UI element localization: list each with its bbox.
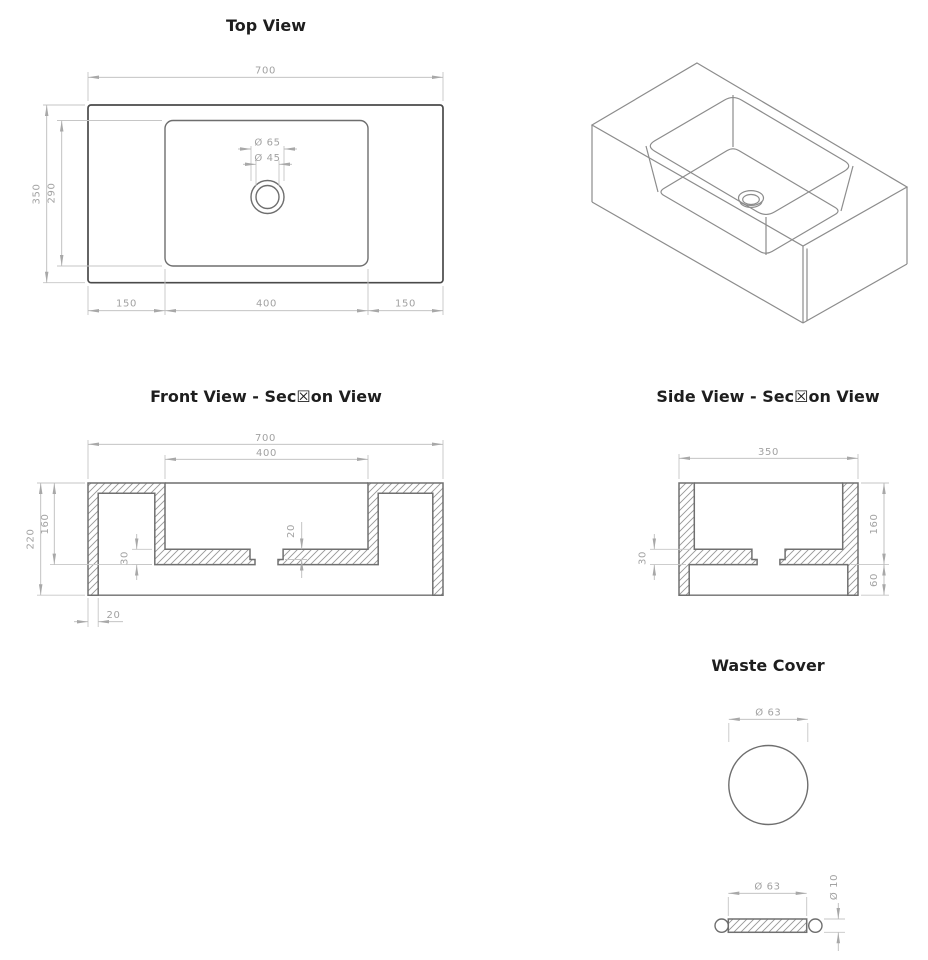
dim-label: Ø 63: [755, 707, 782, 719]
dim-label: 700: [255, 65, 276, 77]
dim-label: Ø 10: [829, 873, 840, 901]
dim-front-floor-thickness: [120, 534, 153, 580]
dim-front-overall-height: [26, 483, 86, 595]
dim-front-wall-thickness: [74, 598, 123, 627]
dim-label: Ø 63: [754, 881, 781, 893]
dim-label: 220: [25, 528, 37, 550]
top-view: [32, 16, 444, 315]
dim-top-bottom-chain: [88, 269, 443, 315]
dim-side-overall-depth: [679, 447, 858, 479]
waste-cover-section: [715, 919, 822, 932]
side-section-left-wall: [679, 483, 757, 595]
iso-basin-floor: [661, 149, 838, 253]
side-section-right-wall: [780, 483, 858, 595]
iso-basin-corner-right: [841, 166, 853, 211]
iso-bottom-right-edge: [803, 264, 907, 323]
top-view-drain-inner-circle: [256, 186, 279, 209]
iso-top-face: [592, 63, 907, 246]
dim-label: 20: [106, 610, 121, 621]
dim-label: 290: [46, 182, 58, 204]
dim-label: 160: [869, 513, 880, 535]
dim-label: 30: [119, 551, 131, 565]
top-view-counter-outline: [88, 105, 443, 283]
side-view-title: Side View - Sec☒on View: [656, 387, 880, 406]
isometric-view: [592, 63, 907, 323]
dim-top-overall-width: [88, 66, 443, 102]
iso-drain-outer: [739, 191, 764, 206]
dim-label: 20: [286, 524, 297, 538]
side-section-view: [638, 387, 890, 595]
dim-top-basin-depth: [47, 121, 163, 267]
front-view-title: Front View - Sec☒on View: [150, 387, 382, 406]
dim-label: 700: [255, 433, 276, 444]
dim-label: Ø 45: [254, 153, 281, 164]
iso-basin-corner-left: [646, 146, 658, 192]
dim-front-basin-width: [165, 448, 368, 479]
dim-waste-section-diameter: [728, 881, 806, 917]
waste-cover-view: [711, 656, 845, 951]
dim-waste-plan-diameter: [729, 707, 808, 743]
front-section-left-wall: [88, 483, 255, 595]
dim-label: 400: [256, 298, 277, 310]
dim-label: 60: [869, 573, 880, 587]
waste-cover-plan-circle: [729, 746, 808, 825]
dim-waste-thickness: [824, 874, 845, 951]
front-section-view: [26, 387, 444, 627]
top-view-title: Top View: [225, 16, 307, 35]
dim-label: Ø 65: [254, 137, 281, 149]
dim-side-skirt-height: [861, 565, 889, 596]
dim-label: 160: [40, 513, 51, 535]
dim-label: 350: [758, 447, 779, 458]
dim-label: 30: [637, 551, 649, 565]
iso-bottom-left-edge: [592, 202, 803, 323]
iso-basin-rim: [650, 98, 848, 215]
dim-label: 150: [395, 298, 416, 310]
front-section-right-wall: [278, 483, 443, 595]
dim-top-overall-depth: [32, 105, 86, 283]
dim-label: 150: [116, 298, 137, 310]
iso-drain-inner: [743, 195, 760, 205]
waste-cover-section-right-rim: [809, 919, 822, 932]
dim-label: 350: [31, 183, 43, 205]
waste-cover-title: Waste Cover: [711, 656, 825, 675]
waste-cover-section-left-rim: [715, 919, 728, 932]
waste-cover-section-body: [728, 919, 806, 932]
dim-label: 400: [256, 448, 277, 459]
